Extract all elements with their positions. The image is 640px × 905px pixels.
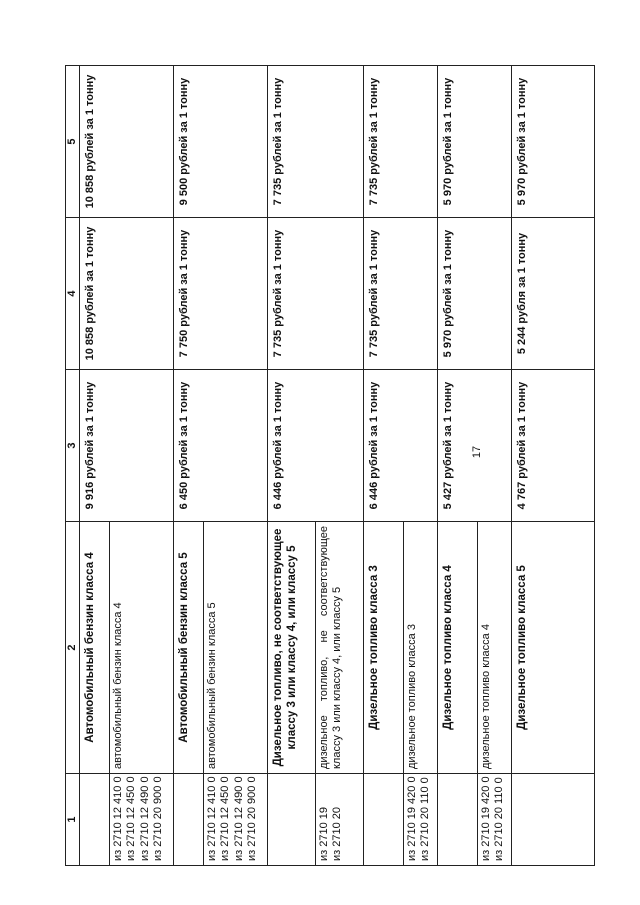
group-row-diesel-class-4: [438, 66, 478, 866]
group-title: Дизельное топливо класса 5: [512, 522, 595, 774]
group-code-cell: [174, 774, 204, 866]
rate-cell-col5: 7 735 рублей за 1 тонну: [364, 66, 438, 218]
rate-cell-col3: 4 767 рублей за 1 тонну: [512, 370, 595, 522]
rate-cell-col3: 6 450 рублей за 1 тонну: [174, 370, 268, 522]
code-cell: [478, 774, 512, 866]
code-line: из 2710 20: [331, 806, 344, 861]
code-line: из 2710 12 450 0: [125, 776, 138, 861]
column-header-3: 3: [66, 370, 80, 522]
group-title: Автомобильный бензин класса 4: [80, 522, 110, 774]
rotated-page-content: [65, 66, 595, 866]
group-row-petrol-class-4: [80, 66, 110, 866]
description-cell: дизельное топливо класса 3: [404, 522, 438, 774]
group-title: Дизельное топливо, не соответствующее классу 3 или классу 4, или классу 5: [268, 522, 316, 774]
group-code-cell: [268, 774, 316, 866]
column-header-2: 2: [66, 522, 80, 774]
header-row: [66, 66, 80, 866]
code-line: из 2710 19 420 0: [406, 776, 419, 861]
group-row-petrol-class-5: [174, 66, 204, 866]
rate-cell-col5: 5 970 рублей за 1 тонну: [512, 66, 595, 218]
rate-cell-col3: 9 916 рублей за 1 тонну: [80, 370, 174, 522]
rate-cell-col4: 10 858 рублей за 1 тонну: [80, 218, 174, 370]
rate-cell-col4: 7 735 рублей за 1 тонну: [364, 218, 438, 370]
group-code-cell: [364, 774, 404, 866]
code-line: из 2710 19: [318, 806, 331, 861]
code-line: из 2710 12 410 0: [112, 776, 125, 861]
rate-cell-col5: 5 970 рублей за 1 тонну: [438, 66, 512, 218]
column-header-1: 1: [66, 774, 80, 866]
code-line: из 2710 12 450 0: [219, 776, 232, 861]
rate-cell-col5: 9 500 рублей за 1 тонну: [174, 66, 268, 218]
rate-cell-col3: 5 427 рублей за 1 тонну: [438, 370, 512, 522]
code-line: из 2710 12 490 0: [232, 776, 245, 861]
rate-cell-col5: 10 858 рублей за 1 тонну: [80, 66, 174, 218]
description-cell: автомобильный бензин класса 5: [204, 522, 268, 774]
code-line: из 2710 20 900 0: [245, 776, 258, 861]
group-row-diesel-nonconforming: [268, 66, 316, 866]
description-cell: дизельное топливо, не соответствующее классу 3 или классу 4, или классу 5: [316, 522, 364, 774]
group-row-diesel-class-3: [364, 66, 404, 866]
rate-cell-col3: 6 446 рублей за 1 тонну: [268, 370, 364, 522]
rate-cell-col4: 7 735 рублей за 1 тонну: [268, 218, 364, 370]
rate-cell-col4: 7 750 рублей за 1 тонну: [174, 218, 268, 370]
group-row-diesel-class-5: [512, 66, 595, 866]
excise-rate-table: [65, 65, 595, 866]
code-cell: [110, 774, 174, 866]
group-title: Дизельное топливо класса 3: [364, 522, 404, 774]
description-cell: автомобильный бензин класса 4: [110, 522, 174, 774]
group-title: Автомобильный бензин класса 5: [174, 522, 204, 774]
code-cell: [204, 774, 268, 866]
rate-cell-col4: 5 244 рубля за 1 тонну: [512, 218, 595, 370]
group-code-cell: [80, 774, 110, 866]
description-cell: дизельное топливо класса 4: [478, 522, 512, 774]
column-header-5: 5: [66, 66, 80, 218]
group-title: Дизельное топливо класса 4: [438, 522, 478, 774]
code-line: из 2710 12 410 0: [206, 776, 219, 861]
rate-cell-col5: 7 735 рублей за 1 тонну: [268, 66, 364, 218]
group-code-cell: [438, 774, 478, 866]
code-line: из 2710 20 110 0: [419, 777, 432, 861]
code-cell: [404, 774, 438, 866]
code-line: из 2710 20 900 0: [151, 776, 164, 861]
code-line: из 2710 20 110 0: [493, 777, 506, 861]
page-number: 17: [471, 445, 483, 459]
code-cell: [316, 774, 364, 866]
rate-cell-col4: 5 970 рублей за 1 тонну: [438, 218, 512, 370]
code-line: из 2710 19 420 0: [480, 776, 493, 861]
rate-cell-col3: 6 446 рублей за 1 тонну: [364, 370, 438, 522]
code-line: из 2710 12 490 0: [138, 776, 151, 861]
group-code-cell: [512, 774, 595, 866]
column-header-4: 4: [66, 218, 80, 370]
